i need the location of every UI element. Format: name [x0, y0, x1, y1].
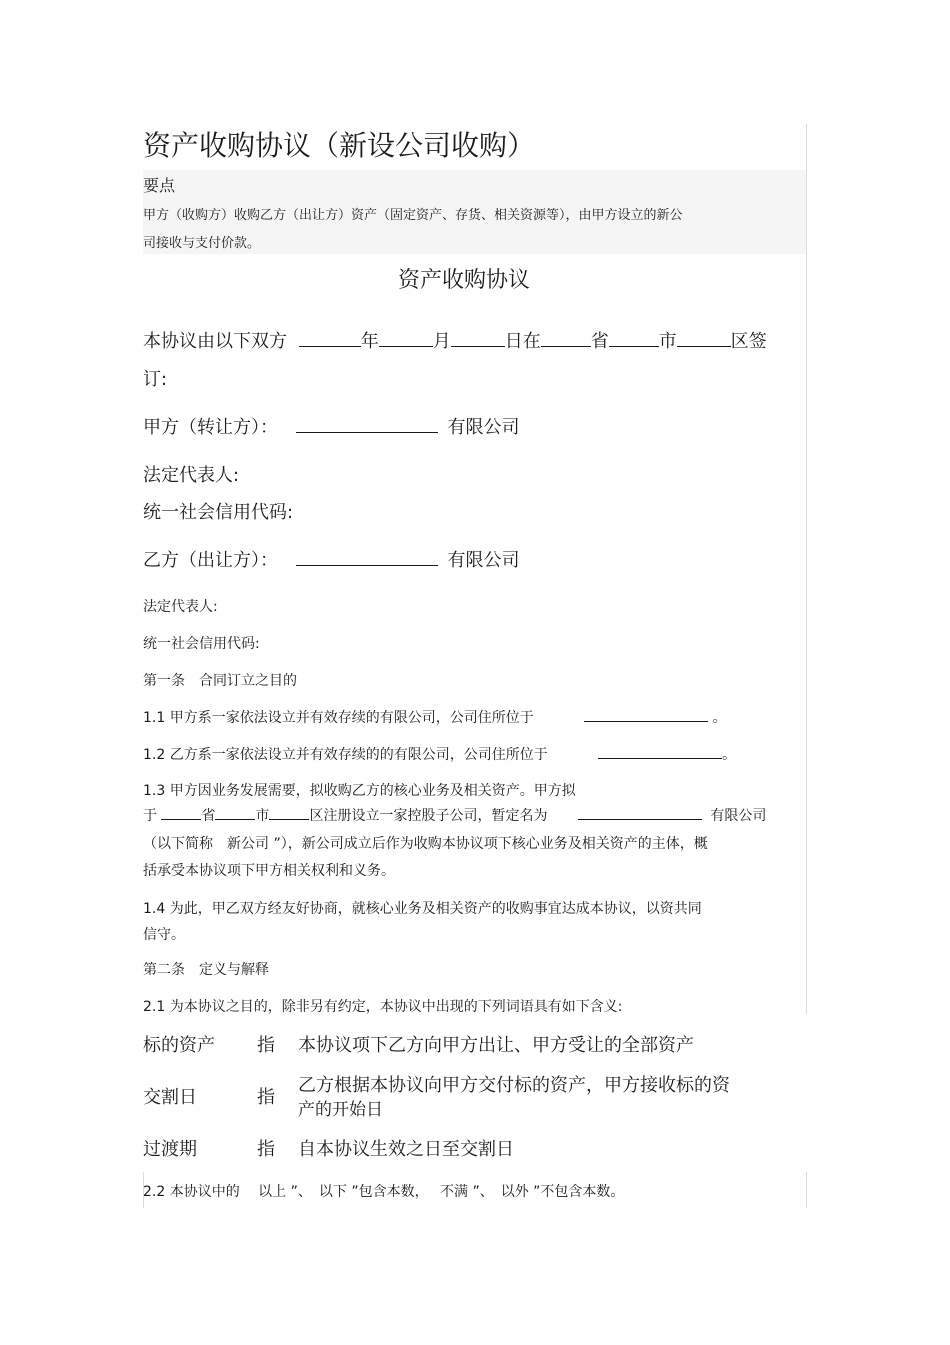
page-title: 资产收购协议（新设公司收购）	[143, 129, 536, 162]
intro-province: 省	[590, 331, 609, 352]
clause-1-3-shi: 市	[255, 808, 270, 824]
clause-1-1-end: 。	[712, 710, 727, 726]
summary-line-2: 司接收与支付价款。	[143, 236, 261, 251]
clause-1-3-line-3: （以下简称 新公司 ”），新公司成立后作为收购本协议项下核心业务及相关资产的主体，概	[143, 836, 708, 852]
year-blank[interactable]	[299, 332, 361, 347]
clause-1-2-end: 。	[722, 747, 737, 763]
district-blank[interactable]	[677, 332, 731, 347]
party-a-suffix: 有限公司	[447, 417, 520, 438]
definition-text: 本协议项下乙方向甲方出让、甲方受让的全部资产	[298, 1035, 694, 1056]
clause-1-1-text: 1.1 甲方系一家依法设立并有效存续的有限公司，公司住所位于	[143, 710, 534, 726]
day-blank[interactable]	[451, 332, 505, 347]
definition-zhi: 指	[257, 1087, 275, 1108]
intro-year: 年	[360, 331, 379, 352]
party-a-line	[143, 413, 519, 439]
clause-1-3-line-1: 1.3 甲方因业务发展需要，拟收购乙方的核心业务及相关资产。甲方拟	[143, 783, 576, 799]
definition-zhi: 指	[257, 1035, 275, 1056]
clause-2-2: 2.2 本协议中的 以上 ”、 以下 ”包含本数， 不满 ”、 以外 ”不包含本数。	[143, 1184, 625, 1200]
party-a-address-blank[interactable]	[584, 707, 708, 722]
summary-heading: 要点	[143, 176, 176, 195]
intro-month: 月	[432, 331, 451, 352]
right-border	[806, 124, 807, 1014]
clause-1-3-qu: 区注册设立一家控股子公司，暂定名为	[309, 808, 548, 824]
right-border-lower	[806, 1172, 807, 1208]
intro-prefix: 本协议由以下双方	[143, 331, 287, 352]
province-blank[interactable]	[541, 332, 591, 347]
clause-1-1	[143, 707, 727, 727]
sub-city-blank[interactable]	[215, 805, 255, 820]
clause-1-3-line-4: 括承受本协议项下甲方相关权利和义务。	[143, 863, 395, 879]
doc-title: 资产收购协议	[398, 268, 531, 293]
summary-line-1: 甲方（收购方）收购乙方（出让方）资产（固定资产、存货、相关资源等），由甲方设立的新公	[143, 208, 683, 223]
party-b-address-blank[interactable]	[598, 744, 722, 759]
clause-1-3-line-2	[143, 805, 766, 825]
definition-text: 自本协议生效之日至交割日	[298, 1139, 514, 1160]
intro-city: 市	[658, 331, 677, 352]
clause-1-3-company: 有限公司	[710, 808, 767, 824]
definition-text: 乙方根据本协议向甲方交付标的资产，甲方接收标的资	[298, 1075, 730, 1096]
party-b-suffix: 有限公司	[447, 550, 520, 571]
party-a-code: 统一社会信用代码:	[143, 502, 294, 523]
intro-line-2: 订:	[143, 369, 168, 390]
clause-1-2-text: 1.2 乙方系一家依法设立并有效存续的的有限公司，公司住所位于	[143, 747, 548, 763]
intro-line	[143, 327, 767, 353]
definition-term: 交割日	[143, 1087, 197, 1108]
intro-district: 区签	[730, 331, 767, 352]
clause-1-4-line-2: 信守。	[143, 927, 185, 943]
party-a-name-blank[interactable]	[296, 418, 438, 433]
clause-1-3-yu: 于	[143, 808, 157, 824]
clause-1-3-sheng: 省	[201, 808, 216, 824]
article-2-heading: 第二条 定义与解释	[143, 962, 269, 978]
party-a-label: 甲方（转让方）：	[143, 417, 278, 438]
party-b-code: 统一社会信用代码:	[143, 636, 260, 652]
party-b-label: 乙方（出让方）：	[143, 550, 278, 571]
article-1-heading: 第一条 合同订立之目的	[143, 673, 297, 689]
party-a-rep: 法定代表人:	[143, 465, 240, 486]
definition-text-cont: 产的开始日	[298, 1100, 383, 1120]
intro-day: 日在	[504, 331, 541, 352]
party-b-name-blank[interactable]	[296, 551, 438, 566]
clause-1-4-line-1: 1.4 为此，甲乙双方经友好协商，就核心业务及相关资产的收购事宜达成本协议，以资共同	[143, 901, 702, 917]
month-blank[interactable]	[379, 332, 433, 347]
party-b-line	[143, 546, 519, 572]
clause-1-2	[143, 744, 736, 764]
subsidiary-name-blank[interactable]	[578, 805, 702, 820]
definition-term: 过渡期	[143, 1139, 197, 1160]
definition-zhi: 指	[257, 1139, 275, 1160]
sub-district-blank[interactable]	[269, 805, 309, 820]
party-b-rep: 法定代表人:	[143, 599, 218, 615]
definition-term: 标的资产	[143, 1035, 215, 1056]
clause-2-1: 2.1 为本协议之目的，除非另有约定，本协议中出现的下列词语具有如下含义:	[143, 999, 623, 1015]
city-blank[interactable]	[609, 332, 659, 347]
sub-province-blank[interactable]	[161, 805, 201, 820]
